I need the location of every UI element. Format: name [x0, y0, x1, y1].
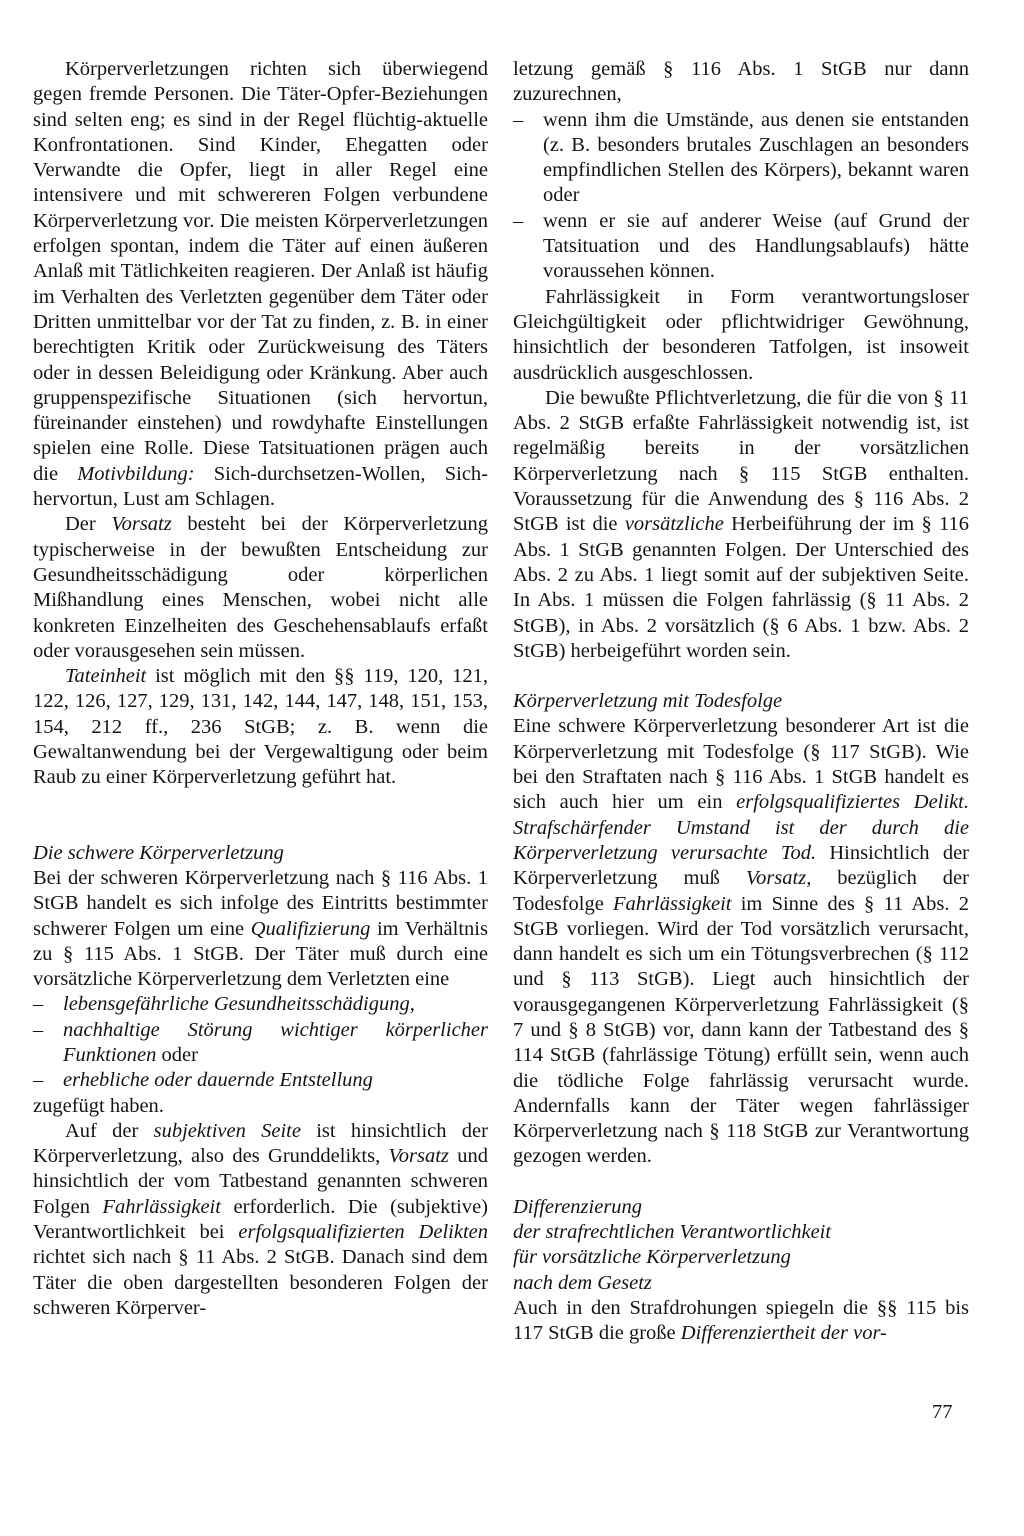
paragraph-breach-of-duty: Die bewußte Pflichtverletzung, die für die von § 11 Abs. 2 StGB erfaßte Fahrlässigkeit notwendig ist, ist regelmäßig bereits in der vorsätzlichen Körperverletzung nach § 115 StGB enthalten. Voraussetzung für die Anwendung des § 116 Abs. 2 StGB ist die vorsätzliche Herbeiführung der im § 116 Abs. 1 StGB genannten Folgen. Der Unterschied des Abs. 2 zu Abs. 1 liegt somit auf der subjektiven Seite. In Abs. 1 müssen die Folgen fahrlässig (§ 11 Abs. 2 StGB), in Abs. 2 vorsätzlich (§ 6 Abs. 1 bzw. Abs. 2 StGB) herbeigeführt worden sein. [513, 386, 969, 662]
paragraph-continuation: letzung gemäß § 116 Abs. 1 StGB nur dann zuzurechnen, [513, 58, 969, 106]
paragraph-intent: Der Vorsatz besteht bei der Körperverletzung typischerweise in der bewußten Entscheidung zur Gesundheitsschädigung oder körperlichen Mißhandlung eines Menschen, wobei nicht alle konkreten Einzelheiten des Geschehensablaufs erfaßt oder vorausgesehen sein müssen. [33, 513, 489, 662]
list-item: – wenn ihm die Umstände, aus denen sie entstanden (z. B. besonders brutales Zuschlagen an besonders empfindlichen Stellen des Körpers), bekannt waren oder [513, 108, 969, 207]
page-number: 77 [932, 1401, 953, 1423]
paragraph-offender-victim: Körperverletzungen richten sich überwiegend gegen fremde Personen. Die Täter-Opfer-Beziehungen sind selten eng; es sind in der Regel flüchtig-aktuelle Konfrontationen. Sind Kinder, Ehegatten oder Verwandte die Opfer, liegt in aller Regel eine intensivere und mit schwereren Folgen verbundene Körperverletzung vor. Die meisten Körperverletzungen erfolgen spontan, indem die Täter auf einen äußeren Anlaß mit Tätlichkeiten reagieren. Der Anlaß ist häufig im Verhalten des Verletzten gegenüber dem Täter oder Dritten unmittelbar vor der Tat zu finden, z. B. in einer berechtigten Kritik oder Zurückweisung des Täters oder in dessen Beleidigung oder Kränkung. Aber auch gruppenspezifische Situationen (sich hervortun, füreinander einstehen) und rowdyhafte Einstellungen spielen eine Rolle. Diese Tatsituationen prägen auch die Motivbildung: Sich-durchsetzen-Wollen, Sich-hervortun, Lust am Schlagen. [33, 58, 488, 511]
paragraph-negligence: Fahrlässigkeit in Form verantwortungsloser Gleichgültigkeit oder pflichtwidriger Gewöhnung, hinsichtlich der besonderen Tatfolgen, ist insoweit ausdrücklich ausgeschlossen. [513, 285, 969, 384]
right-column [513, 57, 969, 1347]
section-heading: Körperverletzung mit Todesfolge [513, 690, 783, 713]
left-column [33, 57, 488, 1321]
paragraph-penalties: Auch in den Strafdrohungen spiegeln die §§ 115 bis 117 StGB die große Differenziertheit der vor- [513, 1296, 969, 1345]
paragraph-subjective-side: Auf der subjektiven Seite ist hinsichtlich der Körperverletzung, also des Grunddelikts, Vorsatz und hinsichtlich der vom Tatbestand genannten schweren Folgen Fahrlässigkeit erforderlich. Die (subjektive) Verantwortlichkeit bei erfolgsqualifizierten Delikten richtet sich nach § 11 Abs. 2 StGB. Danach sind dem Täter die oben dargestellten besonderen Folgen der schweren Körperver- [33, 1119, 489, 1319]
list-item: – wenn er sie auf anderer Weise (auf Grund der Tatsituation und des Handlungsablaufs) hätte voraussehen können. [513, 209, 969, 283]
list-item: – erhebliche oder dauernde Entstellung [33, 1069, 373, 1092]
list-item: – nachhaltige Störung wichtiger körperlicher Funktionen oder [33, 1018, 488, 1066]
paragraph-qualification: Bei der schweren Körperverletzung nach § 116 Abs. 1 StGB handelt es sich infolge des Eintritts bestimmter schwerer Folgen um eine Qualifizierung im Verhältnis zu § 115 Abs. 1 StGB. Der Täter muß durch eine vorsätzliche Körperverletzung dem Verletzten eine [33, 866, 488, 991]
paragraph-death-consequence: Eine schwere Körperverletzung besonderer Art ist die Körperverletzung mit Todesfolge (§ 117 StGB). Wie bei den Straftaten nach § 116 Abs. 1 StGB handelt es sich auch hier um ein erfolgsqualifiziertes Delikt. Strafschärfender Umstand ist der durch die Körperverletzung verursachte Tod. Hinsichtlich der Körperverletzung muß Vorsatz, bezüglich der Todesfolge Fahrlässigkeit im Sinne des § 11 Abs. 2 StGB vorliegen. Wird der Tod vorsätzlich verursacht, dann handelt es sich um ein Tötungsverbrechen (§ 112 und § 113 StGB). Liegt auch hinsichtlich der vorausgegangenen Körperverletzung Fahrlässigkeit (§ 7 und § 8 StGB) vor, dann kann der Tatbestand des § 114 StGB (fahrlässige Tötung) erfüllt sein, wenn auch die tödliche Folge fahrlässig verursacht wurde. Andernfalls kann der Täter wegen fahrlässiger Körperverletzung nach § 118 StGB zur Verantwortung gezogen werden. [513, 715, 969, 1168]
list-item: – lebensgefährliche Gesundheitsschädigung, [33, 993, 415, 1016]
section-heading: Die schwere Körperverletzung [33, 841, 284, 864]
section-heading: Differenzierung der strafrechtlichen Verantwortlichkeit für vorsätzliche Körperverletzung nach dem Gesetz [513, 1195, 832, 1294]
list-conclusion: zugefügt haben. [33, 1094, 164, 1117]
paragraph-concurrence: Tateinheit ist möglich mit den §§ 119, 120, 121, 122, 126, 127, 129, 131, 142, 144, 147, 148, 151, 153, 154, 212 ff., 236 StGB; z. B. wenn die Gewaltanwendung bei der Vergewaltigung oder beim Raub zu einer Körperverletzung geführt hat. [33, 665, 488, 789]
